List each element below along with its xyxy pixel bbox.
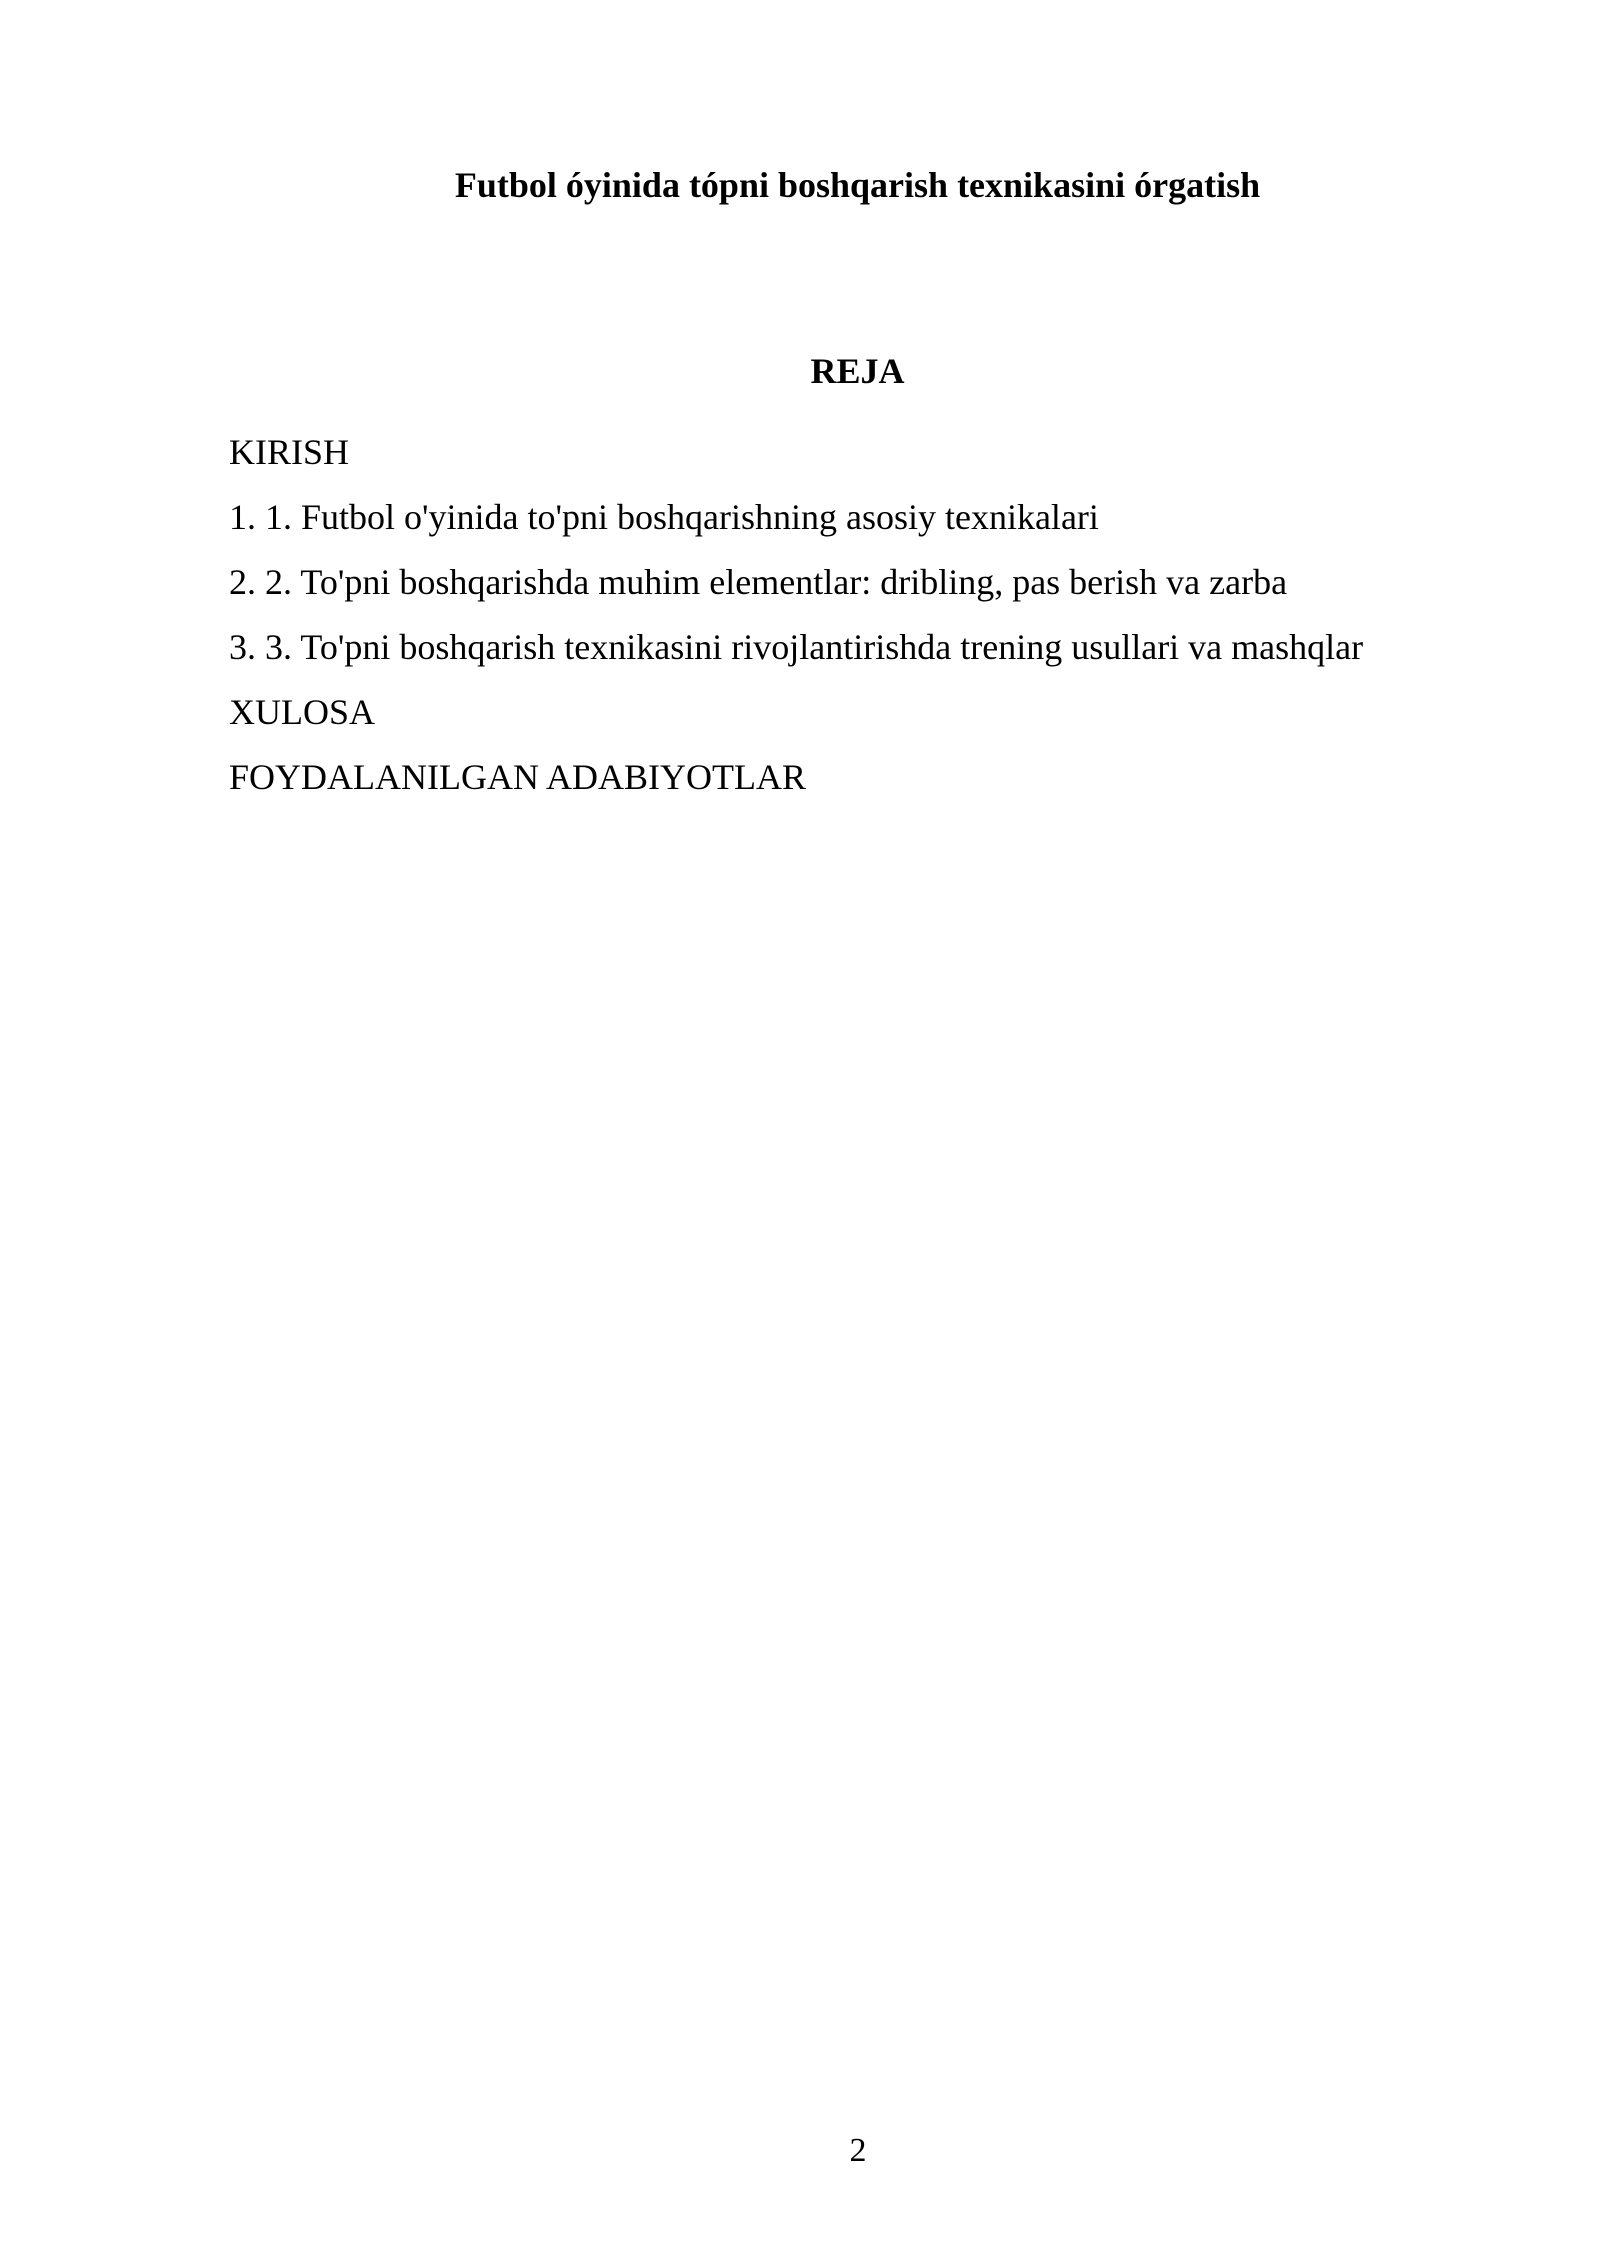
- plan-heading: REJA: [810, 351, 905, 391]
- plan-item-chapter-1: 1. 1. Futbol o'yinida to'pni boshqarishning asosiy texnikalari: [229, 497, 1099, 537]
- plan-item-chapter-3: 3. 3. To'pni boshqarish texnikasini rivojlantirishda trening usullari va mashqlar: [229, 627, 1364, 667]
- page-number: 2: [849, 2132, 867, 2169]
- document-title: Futbol óyinida tópni boshqarish texnikasini órgatish: [454, 165, 1261, 205]
- plan-item-introduction: KIRISH: [229, 432, 350, 472]
- plan-item-chapter-2: 2. 2. To'pni boshqarishda muhim elementlar: dribling, pas berish va zarba: [229, 562, 1288, 602]
- plan-item-conclusion: XULOSA: [229, 692, 376, 732]
- plan-list: [229, 420, 1363, 810]
- plan-item-references: FOYDALANILGAN ADABIYOTLAR: [229, 757, 806, 797]
